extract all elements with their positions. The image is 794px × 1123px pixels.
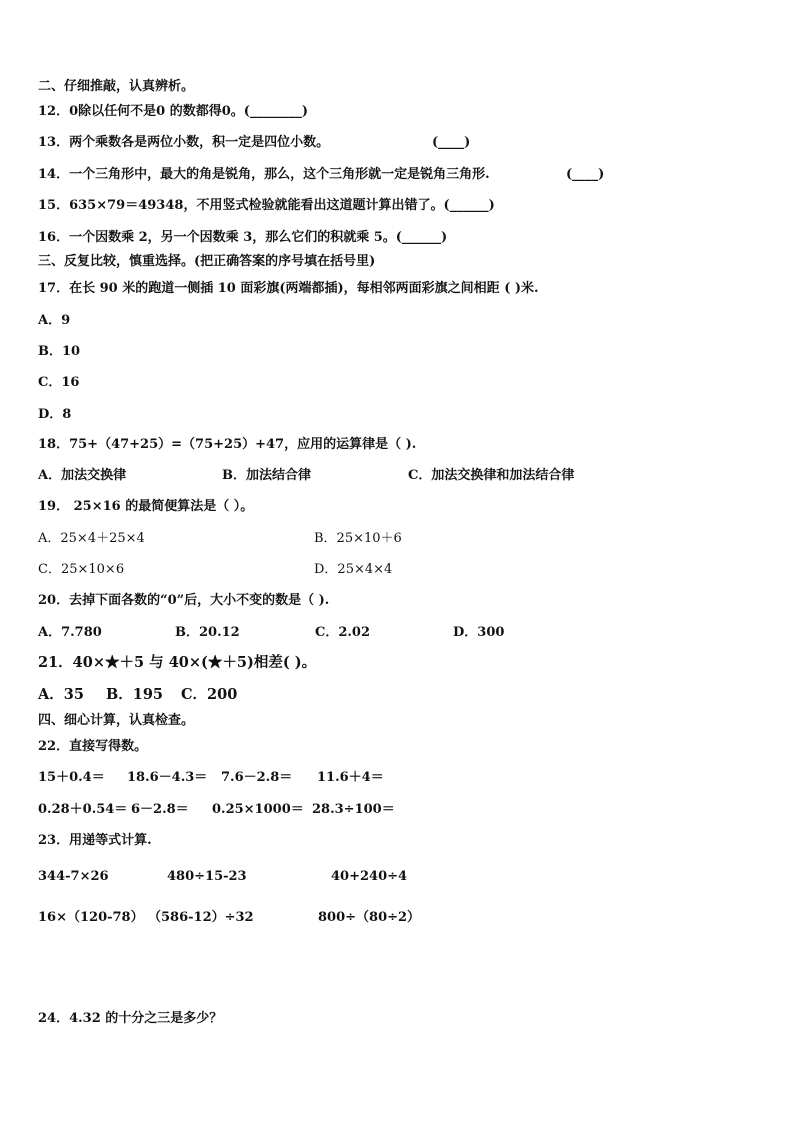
q17-option-a: A．9 <box>38 313 71 328</box>
q22-item: 7.6－2.8＝ <box>221 770 293 785</box>
q23-item: 344-7×26 <box>38 869 109 884</box>
q22-item: 0.28＋0.54＝ <box>38 802 128 817</box>
q23-item: （586-12）÷32 <box>148 910 254 925</box>
q19-option-c: C．25×10×6 <box>38 562 125 577</box>
q22-item: 15＋0.4＝ <box>38 770 105 785</box>
question-19: 19． 25×16 的最简便算法是（ ）。 <box>38 499 254 514</box>
question-20: 20．去掉下面各数的“0”后，大小不变的数是（ ). <box>38 593 330 608</box>
q21-option-b: B．195 <box>106 686 164 703</box>
q20-option-a: A．7.780 <box>38 625 102 640</box>
section-3-heading: 三、反复比较，慎重选择。(把正确答案的序号填在括号里) <box>38 254 376 269</box>
q18-option-c: C．加法交换律和加法结合律 <box>408 468 575 483</box>
q19-option-b: B．25×10＋6 <box>314 531 402 546</box>
question-17: 17．在长 90 米的跑道一侧插 10 面彩旗(两端都插)，每相邻两面彩旗之间相距 ( )米. <box>38 281 539 296</box>
q22-item: 0.25×1000＝ <box>212 802 304 817</box>
q21-option-c: C．200 <box>181 686 238 703</box>
question-24: 24．4.32 的十分之三是多少？ <box>38 1011 223 1026</box>
question-15: 15．635×79＝49348，不用竖式检验就能看出这道题计算出错了。(______) <box>38 198 495 213</box>
q23-item: 800÷（80÷2） <box>318 910 421 925</box>
question-12: 12．0除以任何不是0 的数都得0。(________) <box>38 104 309 119</box>
q22-item: 28.3÷100＝ <box>312 802 395 817</box>
q22-item: 18.6－4.3＝ <box>127 770 208 785</box>
section-4-heading: 四、细心计算，认真检查。 <box>38 713 195 728</box>
question-23: 23．用递等式计算. <box>38 833 152 848</box>
question-13-blank: (____) <box>432 135 471 150</box>
question-14-blank: (____) <box>566 167 605 182</box>
q22-item: 6－2.8＝ <box>131 802 189 817</box>
q23-item: 16×（120-78） <box>38 910 144 925</box>
question-16: 16．一个因数乘 2，另一个因数乘 3，那么它们的积就乘 5。(______) <box>38 230 448 245</box>
q23-item: 480÷15-23 <box>167 869 247 884</box>
section-2-heading: 二、仔细推敲，认真辨析。 <box>38 79 195 94</box>
q20-option-b: B．20.12 <box>175 625 240 640</box>
question-21: 21．40×★＋5 与 40×(★＋5)相差( )。 <box>38 654 317 671</box>
q20-option-c: C．2.02 <box>315 625 371 640</box>
q19-option-d: D．25×4×4 <box>314 562 393 577</box>
q17-option-c: C．16 <box>38 375 80 390</box>
q17-option-b: B．10 <box>38 344 81 359</box>
question-22: 22．直接写得数。 <box>38 739 148 754</box>
q18-option-b: B．加法结合律 <box>222 468 311 483</box>
q20-option-d: D．300 <box>453 625 505 640</box>
q21-option-a: A．35 <box>38 686 84 703</box>
question-18: 18．75+（47+25）=（75+25）+47，应用的运算律是（ ). <box>38 437 417 452</box>
q17-option-d: D．8 <box>38 407 72 422</box>
question-13: 13．两个乘数各是两位小数，积一定是四位小数。 <box>38 135 330 150</box>
question-14: 14．一个三角形中，最大的角是锐角，那么，这个三角形就一定是锐角三角形. <box>38 167 490 182</box>
q23-item: 40+240÷4 <box>331 869 408 884</box>
q19-option-a: A．25×4＋25×4 <box>38 531 145 546</box>
q22-item: 11.6＋4＝ <box>317 770 384 785</box>
q18-option-a: A．加法交换律 <box>38 468 127 483</box>
